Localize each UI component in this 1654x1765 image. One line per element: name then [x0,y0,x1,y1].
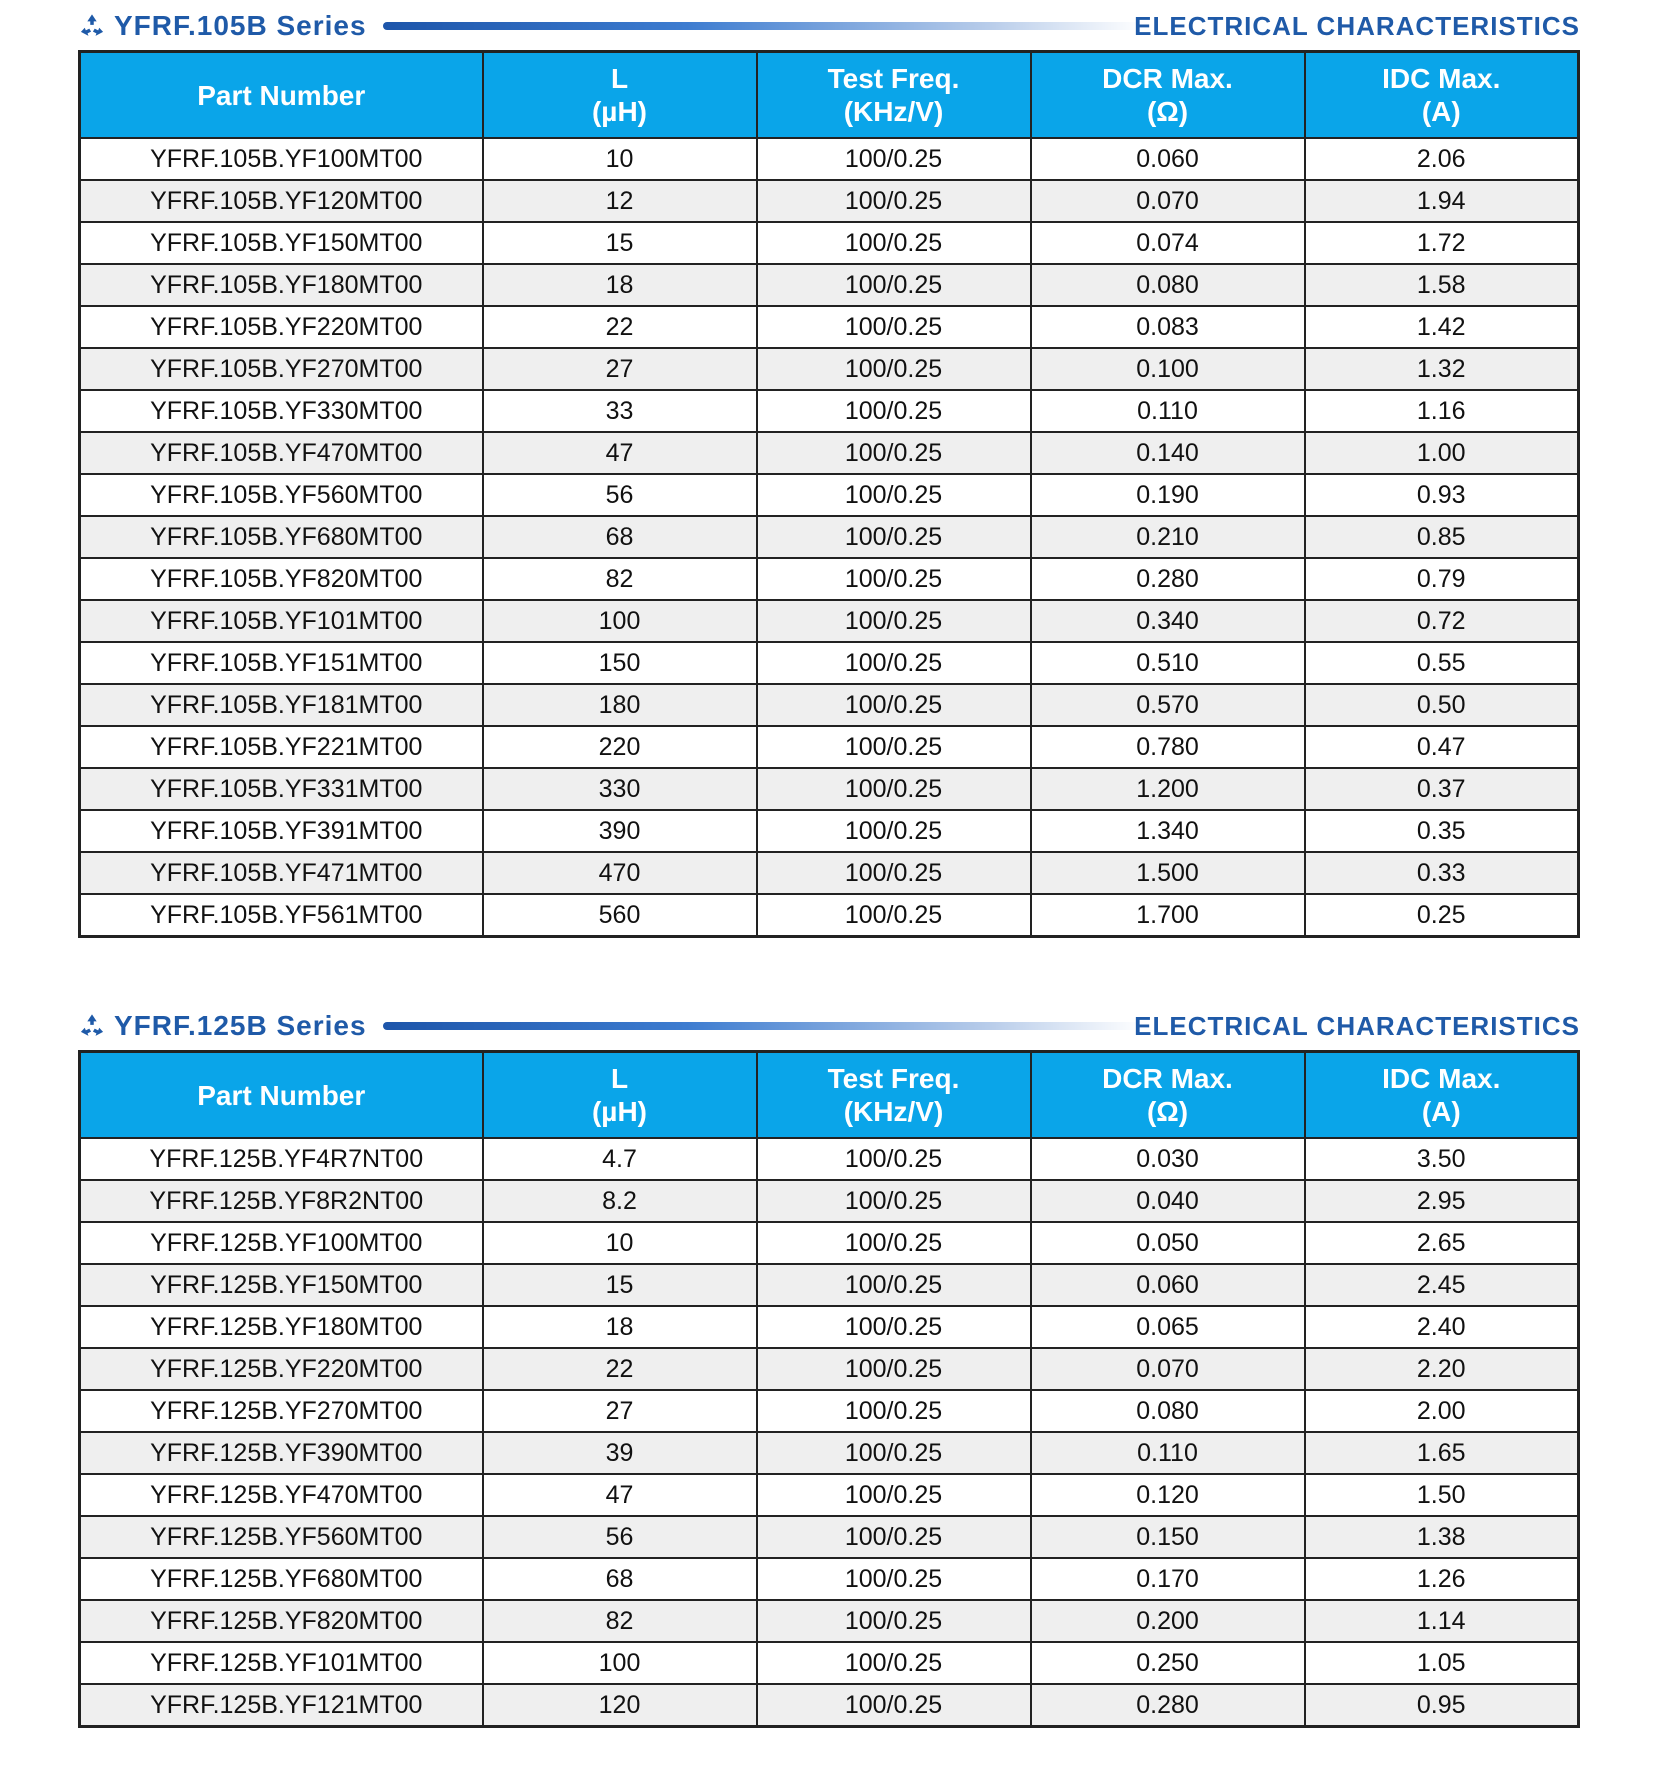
part-number-cell: YFRF.125B.YF390MT00 [80,1432,483,1474]
test-freq-cell: 100/0.25 [757,1390,1031,1432]
part-number-cell: YFRF.105B.YF820MT00 [80,558,483,600]
inductance-cell: 180 [483,684,757,726]
table-row [80,474,1579,516]
table-row [80,684,1579,726]
test-freq-cell: 100/0.25 [757,1348,1031,1390]
idc-max-cell: 2.20 [1305,1348,1579,1390]
test-freq-cell: 100/0.25 [757,768,1031,810]
idc-max-cell: 1.58 [1305,264,1579,306]
dcr-max-cell: 0.280 [1031,558,1305,600]
test-freq-cell: 100/0.25 [757,1516,1031,1558]
idc-max-cell: 1.16 [1305,390,1579,432]
inductance-cell: 39 [483,1432,757,1474]
table-row [80,1138,1579,1180]
table-row [80,810,1579,852]
table-row [80,1222,1579,1264]
test-freq-cell: 100/0.25 [757,1306,1031,1348]
part-number-cell: YFRF.125B.YF101MT00 [80,1642,483,1684]
test-freq-cell: 100/0.25 [757,138,1031,180]
idc-max-cell: 0.25 [1305,894,1579,937]
part-number-cell: YFRF.105B.YF150MT00 [80,222,483,264]
part-number-cell: YFRF.105B.YF680MT00 [80,516,483,558]
test-freq-cell: 100/0.25 [757,516,1031,558]
inductance-cell: 27 [483,348,757,390]
series-header [78,1000,1580,1050]
inductance-cell: 18 [483,1306,757,1348]
test-freq-cell: 100/0.25 [757,684,1031,726]
title-gradient-bar [383,22,1143,30]
dcr-max-cell: 0.050 [1031,1222,1305,1264]
inductance-cell: 470 [483,852,757,894]
table-header-row [80,1052,1579,1139]
table-row [80,138,1579,180]
idc-max-cell: 0.85 [1305,516,1579,558]
series-title-text: YFRF.125B Series [114,1010,367,1041]
recycle-icon [78,12,106,40]
table-row [80,1684,1579,1727]
test-freq-cell: 100/0.25 [757,306,1031,348]
table-row [80,180,1579,222]
idc-max-cell: 0.55 [1305,642,1579,684]
column-header-part-number: Part Number [80,1052,483,1139]
idc-max-cell: 0.47 [1305,726,1579,768]
idc-max-cell: 1.38 [1305,1516,1579,1558]
dcr-max-cell: 0.070 [1031,180,1305,222]
part-number-cell: YFRF.125B.YF470MT00 [80,1474,483,1516]
test-freq-cell: 100/0.25 [757,1180,1031,1222]
dcr-max-cell: 0.200 [1031,1600,1305,1642]
part-number-cell: YFRF.125B.YF560MT00 [80,1516,483,1558]
dcr-max-cell: 0.780 [1031,726,1305,768]
table-row [80,1306,1579,1348]
part-number-cell: YFRF.105B.YF391MT00 [80,810,483,852]
idc-max-cell: 0.50 [1305,684,1579,726]
dcr-max-cell: 0.074 [1031,222,1305,264]
test-freq-cell: 100/0.25 [757,1600,1031,1642]
table-row [80,1264,1579,1306]
table-row [80,558,1579,600]
test-freq-cell: 100/0.25 [757,222,1031,264]
table-row [80,768,1579,810]
part-number-cell: YFRF.125B.YF680MT00 [80,1558,483,1600]
table-row [80,348,1579,390]
table-row [80,390,1579,432]
idc-max-cell: 1.72 [1305,222,1579,264]
inductance-cell: 390 [483,810,757,852]
dcr-max-cell: 0.340 [1031,600,1305,642]
idc-max-cell: 2.40 [1305,1306,1579,1348]
part-number-cell: YFRF.125B.YF121MT00 [80,1684,483,1727]
inductance-cell: 22 [483,306,757,348]
idc-max-cell: 1.05 [1305,1642,1579,1684]
dcr-max-cell: 0.250 [1031,1642,1305,1684]
series-title [78,1009,367,1043]
column-header-idc-max: IDC Max. (A) [1305,1052,1579,1139]
part-number-cell: YFRF.105B.YF331MT00 [80,768,483,810]
idc-max-cell: 2.45 [1305,1264,1579,1306]
part-number-cell: YFRF.105B.YF330MT00 [80,390,483,432]
dcr-max-cell: 0.065 [1031,1306,1305,1348]
column-header-idc-max: IDC Max. (A) [1305,52,1579,139]
idc-max-cell: 2.65 [1305,1222,1579,1264]
dcr-max-cell: 0.060 [1031,1264,1305,1306]
part-number-cell: YFRF.125B.YF220MT00 [80,1348,483,1390]
inductance-cell: 47 [483,432,757,474]
test-freq-cell: 100/0.25 [757,600,1031,642]
dcr-max-cell: 0.080 [1031,1390,1305,1432]
part-number-cell: YFRF.105B.YF270MT00 [80,348,483,390]
electrical-characteristics-label: ELECTRICAL CHARACTERISTICS [1134,10,1580,41]
inductance-cell: 68 [483,516,757,558]
idc-max-cell: 0.79 [1305,558,1579,600]
part-number-cell: YFRF.125B.YF100MT00 [80,1222,483,1264]
idc-max-cell: 2.95 [1305,1180,1579,1222]
table-row [80,1516,1579,1558]
inductance-cell: 68 [483,1558,757,1600]
table-row [80,726,1579,768]
inductance-cell: 82 [483,558,757,600]
dcr-max-cell: 0.210 [1031,516,1305,558]
inductance-cell: 56 [483,1516,757,1558]
inductance-cell: 10 [483,1222,757,1264]
column-header-inductance: L (µH) [483,52,757,139]
part-number-cell: YFRF.105B.YF101MT00 [80,600,483,642]
part-number-cell: YFRF.105B.YF221MT00 [80,726,483,768]
idc-max-cell: 1.00 [1305,432,1579,474]
table-body [80,138,1579,937]
dcr-max-cell: 0.060 [1031,138,1305,180]
inductance-cell: 15 [483,222,757,264]
inductance-cell: 18 [483,264,757,306]
idc-max-cell: 2.06 [1305,138,1579,180]
table-row [80,1642,1579,1684]
column-header-test-freq: Test Freq. (KHz/V) [757,52,1031,139]
dcr-max-cell: 0.140 [1031,432,1305,474]
inductance-cell: 22 [483,1348,757,1390]
table-row [80,1348,1579,1390]
test-freq-cell: 100/0.25 [757,894,1031,937]
idc-max-cell: 0.33 [1305,852,1579,894]
column-header-inductance: L (µH) [483,1052,757,1139]
table-row [80,1432,1579,1474]
inductance-cell: 82 [483,1600,757,1642]
dcr-max-cell: 1.340 [1031,810,1305,852]
dcr-max-cell: 0.040 [1031,1180,1305,1222]
recycle-icon [78,1012,106,1040]
dcr-max-cell: 1.500 [1031,852,1305,894]
inductance-cell: 4.7 [483,1138,757,1180]
part-number-cell: YFRF.105B.YF120MT00 [80,180,483,222]
part-number-cell: YFRF.125B.YF180MT00 [80,1306,483,1348]
inductance-cell: 8.2 [483,1180,757,1222]
inductance-cell: 100 [483,1642,757,1684]
dcr-max-cell: 0.120 [1031,1474,1305,1516]
idc-max-cell: 0.95 [1305,1684,1579,1727]
dcr-max-cell: 0.080 [1031,264,1305,306]
test-freq-cell: 100/0.25 [757,390,1031,432]
idc-max-cell: 1.14 [1305,1600,1579,1642]
series-title [78,9,367,43]
idc-max-cell: 1.65 [1305,1432,1579,1474]
part-number-cell: YFRF.125B.YF4R7NT00 [80,1138,483,1180]
inductance-cell: 47 [483,1474,757,1516]
test-freq-cell: 100/0.25 [757,1432,1031,1474]
dcr-max-cell: 1.700 [1031,894,1305,937]
table-row [80,1390,1579,1432]
idc-max-cell: 0.72 [1305,600,1579,642]
inductance-cell: 150 [483,642,757,684]
column-header-part-number: Part Number [80,52,483,139]
table-row [80,642,1579,684]
table-row [80,264,1579,306]
part-number-cell: YFRF.105B.YF470MT00 [80,432,483,474]
inductance-cell: 27 [483,1390,757,1432]
test-freq-cell: 100/0.25 [757,1264,1031,1306]
inductance-cell: 100 [483,600,757,642]
table-header-row [80,52,1579,139]
dcr-max-cell: 0.083 [1031,306,1305,348]
idc-max-cell: 1.50 [1305,1474,1579,1516]
test-freq-cell: 100/0.25 [757,810,1031,852]
idc-max-cell: 1.32 [1305,348,1579,390]
part-number-cell: YFRF.105B.YF560MT00 [80,474,483,516]
series-header [78,0,1580,50]
part-number-cell: YFRF.125B.YF820MT00 [80,1600,483,1642]
idc-max-cell: 2.00 [1305,1390,1579,1432]
dcr-max-cell: 0.110 [1031,1432,1305,1474]
test-freq-cell: 100/0.25 [757,1138,1031,1180]
dcr-max-cell: 0.280 [1031,1684,1305,1727]
test-freq-cell: 100/0.25 [757,1474,1031,1516]
part-number-cell: YFRF.105B.YF180MT00 [80,264,483,306]
part-number-cell: YFRF.125B.YF270MT00 [80,1390,483,1432]
test-freq-cell: 100/0.25 [757,180,1031,222]
dcr-max-cell: 0.190 [1031,474,1305,516]
part-number-cell: YFRF.105B.YF100MT00 [80,138,483,180]
electrical-characteristics-label: ELECTRICAL CHARACTERISTICS [1134,1010,1580,1041]
idc-max-cell: 0.93 [1305,474,1579,516]
part-number-cell: YFRF.125B.YF8R2NT00 [80,1180,483,1222]
test-freq-cell: 100/0.25 [757,642,1031,684]
table-row [80,516,1579,558]
idc-max-cell: 0.37 [1305,768,1579,810]
idc-max-cell: 0.35 [1305,810,1579,852]
dcr-max-cell: 0.100 [1031,348,1305,390]
title-gradient-bar [383,1022,1143,1030]
column-header-dcr-max: DCR Max. (Ω) [1031,52,1305,139]
dcr-max-cell: 0.030 [1031,1138,1305,1180]
series-title-text: YFRF.105B Series [114,10,367,41]
test-freq-cell: 100/0.25 [757,852,1031,894]
column-header-dcr-max: DCR Max. (Ω) [1031,1052,1305,1139]
part-number-cell: YFRF.105B.YF561MT00 [80,894,483,937]
table-row [80,894,1579,937]
dcr-max-cell: 0.110 [1031,390,1305,432]
spec-table [78,50,1580,938]
part-number-cell: YFRF.125B.YF150MT00 [80,1264,483,1306]
part-number-cell: YFRF.105B.YF471MT00 [80,852,483,894]
test-freq-cell: 100/0.25 [757,474,1031,516]
table-row [80,222,1579,264]
inductance-cell: 15 [483,1264,757,1306]
test-freq-cell: 100/0.25 [757,348,1031,390]
part-number-cell: YFRF.105B.YF220MT00 [80,306,483,348]
idc-max-cell: 1.94 [1305,180,1579,222]
inductance-cell: 120 [483,1684,757,1727]
spec-table [78,1050,1580,1728]
test-freq-cell: 100/0.25 [757,1642,1031,1684]
idc-max-cell: 1.42 [1305,306,1579,348]
test-freq-cell: 100/0.25 [757,558,1031,600]
inductance-cell: 330 [483,768,757,810]
test-freq-cell: 100/0.25 [757,726,1031,768]
part-number-cell: YFRF.105B.YF151MT00 [80,642,483,684]
table-row [80,1474,1579,1516]
part-number-cell: YFRF.105B.YF181MT00 [80,684,483,726]
table-row [80,600,1579,642]
inductance-cell: 10 [483,138,757,180]
dcr-max-cell: 0.170 [1031,1558,1305,1600]
table-row [80,1180,1579,1222]
table-body [80,1138,1579,1727]
table-row [80,432,1579,474]
dcr-max-cell: 0.070 [1031,1348,1305,1390]
test-freq-cell: 100/0.25 [757,1684,1031,1727]
test-freq-cell: 100/0.25 [757,1558,1031,1600]
inductance-cell: 56 [483,474,757,516]
dcr-max-cell: 0.150 [1031,1516,1305,1558]
dcr-max-cell: 0.570 [1031,684,1305,726]
table-row [80,852,1579,894]
test-freq-cell: 100/0.25 [757,1222,1031,1264]
table-row [80,306,1579,348]
test-freq-cell: 100/0.25 [757,432,1031,474]
inductance-cell: 12 [483,180,757,222]
column-header-test-freq: Test Freq. (KHz/V) [757,1052,1031,1139]
dcr-max-cell: 1.200 [1031,768,1305,810]
test-freq-cell: 100/0.25 [757,264,1031,306]
inductance-cell: 560 [483,894,757,937]
table-row [80,1558,1579,1600]
table-row [80,1600,1579,1642]
idc-max-cell: 1.26 [1305,1558,1579,1600]
inductance-cell: 33 [483,390,757,432]
idc-max-cell: 3.50 [1305,1138,1579,1180]
inductance-cell: 220 [483,726,757,768]
dcr-max-cell: 0.510 [1031,642,1305,684]
